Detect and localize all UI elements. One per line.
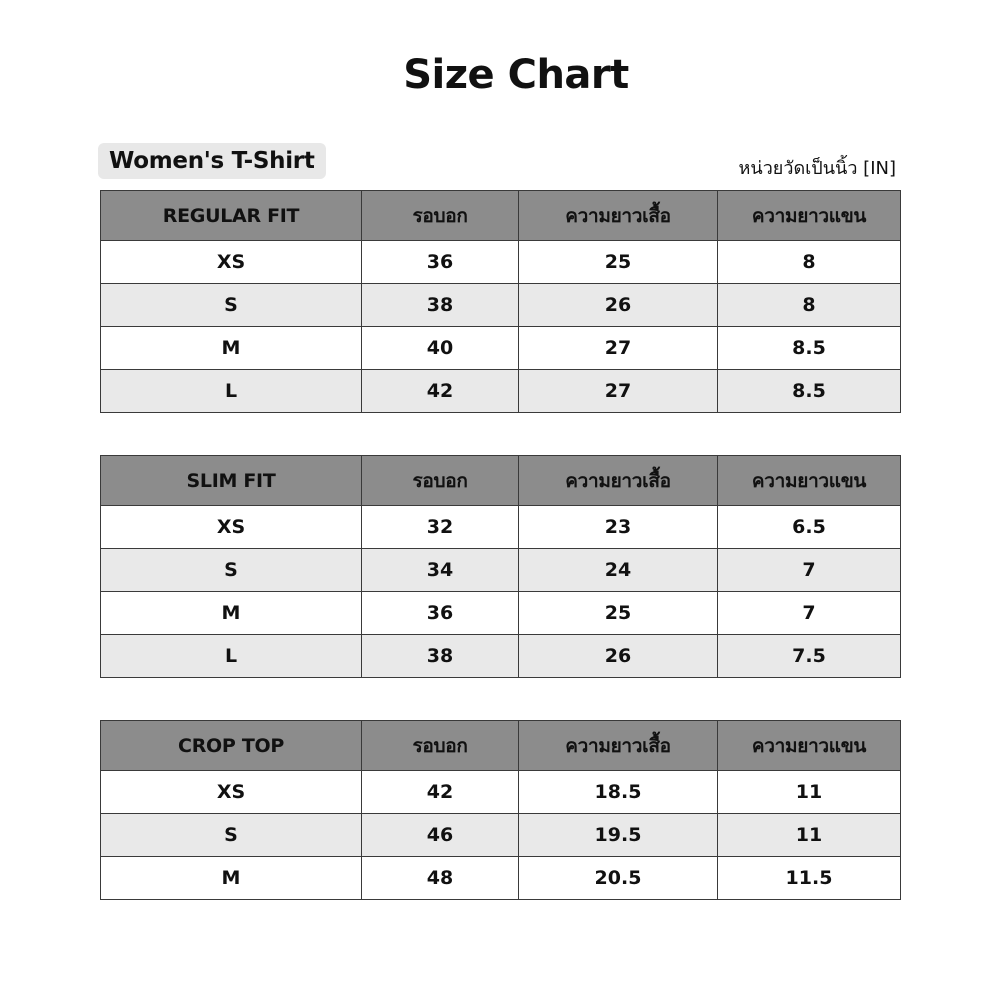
length-cell: 19.5	[519, 814, 718, 857]
page-title: Size Chart	[403, 52, 629, 98]
table-row	[101, 549, 901, 592]
chest-cell: 32	[362, 506, 519, 549]
length-cell: 24	[519, 549, 718, 592]
sleeve-cell: 11	[718, 771, 901, 814]
table-header-row	[101, 456, 901, 506]
chest-cell: 40	[362, 327, 519, 370]
length-cell: 26	[519, 635, 718, 678]
fit-header: CROP TOP	[101, 721, 362, 771]
length-cell: 23	[519, 506, 718, 549]
table-header-row	[101, 721, 901, 771]
length-cell: 18.5	[519, 771, 718, 814]
chest-cell: 34	[362, 549, 519, 592]
sleeve-header: ความยาวแขน	[718, 456, 901, 506]
table-row	[101, 506, 901, 549]
length-cell: 27	[519, 370, 718, 413]
size-cell: L	[101, 370, 362, 413]
size-table-regular-fit	[100, 190, 901, 413]
chest-cell: 48	[362, 857, 519, 900]
chest-cell: 42	[362, 370, 519, 413]
size-cell: S	[101, 549, 362, 592]
chest-cell: 46	[362, 814, 519, 857]
length-cell: 25	[519, 241, 718, 284]
sleeve-cell: 7	[718, 549, 901, 592]
fit-header: REGULAR FIT	[101, 191, 362, 241]
size-cell: M	[101, 327, 362, 370]
chest-cell: 38	[362, 284, 519, 327]
table-row	[101, 857, 901, 900]
chest-cell: 36	[362, 592, 519, 635]
chest-header: รอบอก	[362, 191, 519, 241]
size-cell: XS	[101, 506, 362, 549]
table-row	[101, 814, 901, 857]
length-cell: 26	[519, 284, 718, 327]
chest-header: รอบอก	[362, 721, 519, 771]
sleeve-cell: 8.5	[718, 370, 901, 413]
chest-cell: 36	[362, 241, 519, 284]
chest-cell: 42	[362, 771, 519, 814]
fit-header: SLIM FIT	[101, 456, 362, 506]
chest-header: รอบอก	[362, 456, 519, 506]
size-cell: XS	[101, 241, 362, 284]
size-cell: S	[101, 814, 362, 857]
sleeve-cell: 8	[718, 284, 901, 327]
table-header-row	[101, 191, 901, 241]
table-row	[101, 370, 901, 413]
table-row	[101, 635, 901, 678]
table-row	[101, 327, 901, 370]
sleeve-cell: 8	[718, 241, 901, 284]
length-cell: 27	[519, 327, 718, 370]
table-row	[101, 771, 901, 814]
sleeve-header: ความยาวแขน	[718, 191, 901, 241]
length-header: ความยาวเสื้อ	[519, 456, 718, 506]
product-badge: Women's T-Shirt	[98, 143, 326, 179]
sleeve-cell: 11.5	[718, 857, 901, 900]
length-header: ความยาวเสื้อ	[519, 191, 718, 241]
table-row	[101, 241, 901, 284]
length-header: ความยาวเสื้อ	[519, 721, 718, 771]
sleeve-header: ความยาวแขน	[718, 721, 901, 771]
chest-cell: 38	[362, 635, 519, 678]
sleeve-cell: 7.5	[718, 635, 901, 678]
table-row	[101, 592, 901, 635]
size-cell: M	[101, 857, 362, 900]
size-table-crop-top	[100, 720, 901, 900]
sleeve-cell: 7	[718, 592, 901, 635]
size-table-slim-fit	[100, 455, 901, 678]
length-cell: 25	[519, 592, 718, 635]
size-cell: L	[101, 635, 362, 678]
unit-note: หน่วยวัดเป็นนิ้ว [IN]	[738, 158, 896, 179]
size-cell: M	[101, 592, 362, 635]
sleeve-cell: 8.5	[718, 327, 901, 370]
sleeve-cell: 11	[718, 814, 901, 857]
length-cell: 20.5	[519, 857, 718, 900]
size-cell: S	[101, 284, 362, 327]
size-cell: XS	[101, 771, 362, 814]
sleeve-cell: 6.5	[718, 506, 901, 549]
table-row	[101, 284, 901, 327]
